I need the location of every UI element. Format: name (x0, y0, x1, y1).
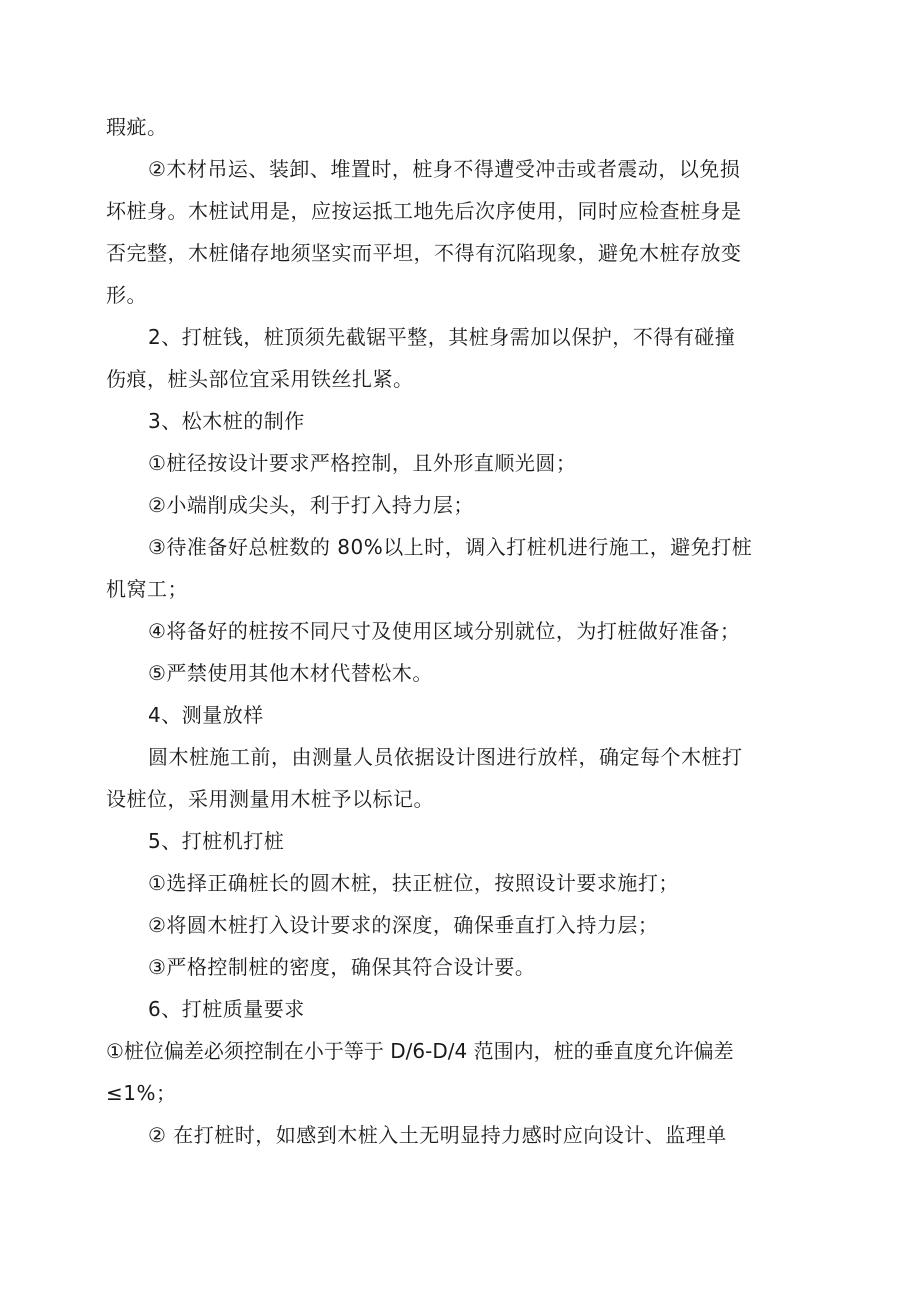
section-heading: 4、测量放样 (148, 703, 264, 727)
text-line: 否完整，木桩储存地须坚实而平坦，不得有沉陷现象，避免木桩存放变 (106, 241, 742, 265)
text-line: ② 在打桩时，如感到木桩入土无明显持力感时应向设计、监理单 (148, 1123, 727, 1147)
text-line: ②木材吊运、装卸、堆置时，桩身不得遭受冲击或者震动，以免损 (148, 157, 741, 181)
section-heading: 3、松木桩的制作 (148, 409, 305, 433)
text-line: ④将备好的桩按不同尺寸及使用区域分别就位，为打桩做好准备； (148, 619, 741, 643)
text-line: ③待准备好总桩数的 80%以上时，调入打桩机进行施工，避免打桩 (148, 535, 753, 559)
text-line: 瑕疵。 (106, 115, 168, 139)
text-line: 2、打桩钱，桩顶须先截锯平整，其桩身需加以保护，不得有碰撞 (148, 325, 736, 349)
text-line: 设桩位，采用测量用木桩予以标记。 (106, 787, 434, 811)
text-line: ①桩径按设计要求严格控制，且外形直顺光圆； (148, 451, 577, 475)
text-line: ①选择正确桩长的圆木桩，扶正桩位，按照设计要求施打； (148, 871, 679, 895)
text-line: ②小端削成尖头，利于打入持力层； (148, 493, 474, 517)
text-line: 圆木桩施工前，由测量人员依据设计图进行放样，确定每个木桩打 (148, 745, 743, 769)
text-line: ⑤严禁使用其他木材代替松木。 (148, 661, 433, 685)
text-line: ≤1%； (106, 1081, 177, 1105)
text-line: ③严格控制桩的密度，确保其符合设计要。 (148, 955, 536, 979)
text-line: ②将圆木桩打入设计要求的深度，确保垂直打入持力层； (148, 913, 659, 937)
text-line: 形。 (106, 283, 147, 307)
text-line: ①桩位偏差必须控制在小于等于 D/6-D/4 范围内，桩的垂直度允许偏差 (106, 1039, 734, 1063)
text-line: 坏桩身。木桩试用是，应按运抵工地先后次序使用，同时应检查桩身是 (106, 199, 742, 223)
text-line: 机窝工； (106, 577, 188, 601)
text-line: 伤痕，桩头部位宜采用铁丝扎紧。 (106, 367, 414, 391)
section-heading: 5、打桩机打桩 (148, 829, 285, 853)
section-heading: 6、打桩质量要求 (148, 997, 305, 1021)
